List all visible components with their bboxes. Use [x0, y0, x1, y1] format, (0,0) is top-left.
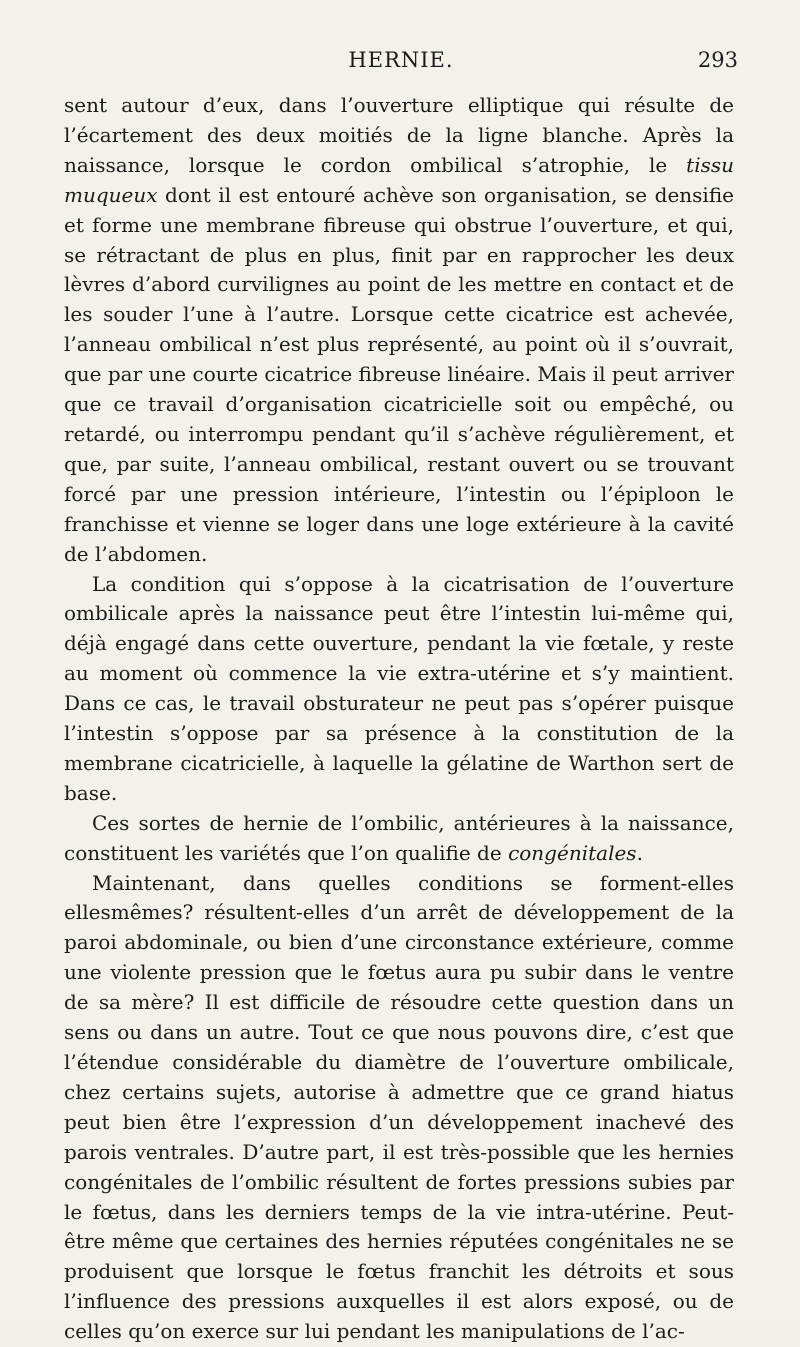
paragraph-4: [64, 869, 734, 1347]
paragraph-1: [64, 91, 734, 570]
page-number: 293: [697, 48, 738, 72]
running-title: HERNIE.: [348, 48, 454, 72]
italic-term-tissu-muqueux: tissu muqueux: [64, 152, 734, 207]
paragraph-3: [64, 809, 734, 869]
paragraph-3-text-b: .: [636, 840, 643, 865]
running-head: [64, 48, 738, 78]
paragraph-2: [64, 570, 734, 809]
paragraph-4-text: Maintenant, dans quelles conditions se forment-elles ellesmêmes? résultent-elles d’un arrêt de développement de la paroi abdominale, ou bien d’une circonstance extérieure, comme une violente pression que le fœtus aura pu subir dans le ventre de sa mère? Il est difficile de résoudre cette question dans un sens ou dans un autre. Tout ce que nous pouvons dire, c’est que l’étendue considérable du diamètre de l’ouverture ombilicale, chez certains sujets, autorise à admettre que ce grand hiatus peut bien être l’expression d’un développement inachevé des parois ventrales. D’autre part, il est très-possible que les hernies congénitales de l’ombilic résultent de fortes pressions subies par le fœtus, dans les derniers temps de la vie intra-utérine. Peut-être même que certaines des hernies réputées congénitales ne se produisent que lorsque le fœtus franchit les détroits et sous l’influence des pressions auxquelles il est alors exposé, ou de celles qu’on exerce sur lui pendant les manipulations de l’ac-: [64, 870, 734, 1344]
paragraph-2-text: La condition qui s’oppose à la cicatrisation de l’ouverture ombilicale après la naissance peut être l’intestin lui-même qui, déjà engagé dans cette ouverture, pendant la vie fœtale, y reste au moment où commence la vie extra-utérine et s’y maintient. Dans ce cas, le travail obsturateur ne peut pas s’opérer puisque l’intestin s’oppose par sa présence à la constitution de la membrane cicatricielle, à laquelle la gélatine de Warthon sert de base.: [64, 571, 734, 805]
paragraph-1-text-b: dont il est entouré achève son organisation, se densifie et forme une membrane fibreuse qui obstrue l’ouverture, et qui, se rétractant de plus en plus, finit par en rapprocher les deux lèvres d’abord curvilignes au point de les mettre en contact et de les souder l’une à l’autre. Lorsque cette cicatrice est achevée, l’anneau ombilical n’est plus représenté, au point où il s’ouvrait, que par une courte cicatrice fibreuse linéaire. Mais il peut arriver que ce travail d’organisation cicatricielle soit ou empêché, ou retardé, ou interrompu pendant qu’il s’achève régulièrement, et que, par suite, l’anneau ombilical, restant ouvert ou se trouvant forcé par une pression intérieure, l’intestin ou l’épiploon le franchisse et vienne se loger dans une loge extérieure à la cavité de l’abdomen.: [64, 182, 734, 566]
body-text: [64, 91, 734, 1347]
paragraph-1-text-a: sent autour d’eux, dans l’ouverture elliptique qui résulte de l’écartement des deux moitiés de la ligne blanche. Après la naissance, lorsque le cordon ombilical s’atrophie, le: [64, 93, 734, 177]
italic-term-congenitales: congénitales: [508, 840, 637, 865]
paragraph-3-text-a: Ces sortes de hernie de l’ombilic, antérieures à la naissance, constituent les variétés que l’on qualifie de: [64, 810, 734, 865]
